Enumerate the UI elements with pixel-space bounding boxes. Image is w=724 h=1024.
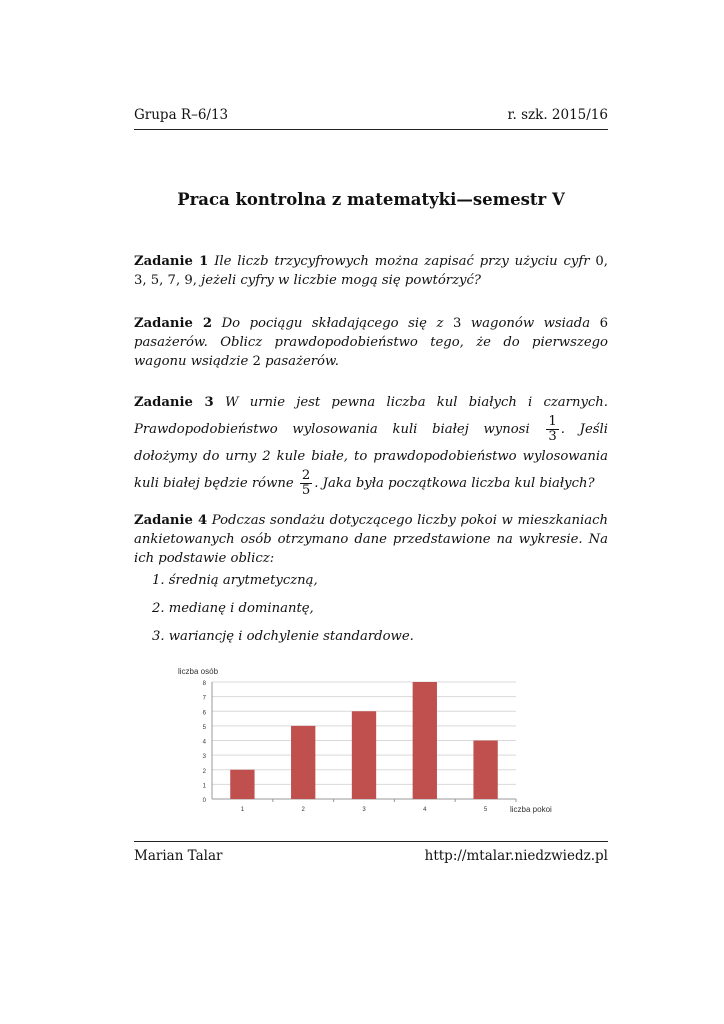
page-header bbox=[134, 107, 608, 130]
list-item: 3. wariancję i odchylenie standardowe. bbox=[152, 629, 414, 644]
x-tick-label: 4 bbox=[423, 807, 427, 813]
y-tick-label: 0 bbox=[202, 798, 206, 804]
y-tick-label: 1 bbox=[202, 783, 206, 790]
task-digits: 0, 3, 5, 7, 9, bbox=[134, 254, 608, 288]
author-url: http://mtalar.niedzwiedz.pl bbox=[424, 848, 608, 864]
task-4-list bbox=[152, 573, 414, 657]
y-tick-label: 5 bbox=[202, 724, 206, 731]
y-tick-label: 4 bbox=[202, 739, 206, 746]
school-year: r. szk. 2015/16 bbox=[507, 107, 608, 123]
x-tick-label: 3 bbox=[362, 807, 366, 813]
y-tick-label: 7 bbox=[202, 695, 206, 702]
task-text: Ile liczb trzycyfrowych można zapisać przy użyciu cyfr bbox=[214, 254, 590, 269]
task-text: Do pociągu składającego się z bbox=[221, 316, 444, 331]
y-axis-label: liczba osób bbox=[178, 667, 219, 676]
task-text: . Jeśli dołożymy do urny 2 kule białe, to prawdopodobieństwo wylosowania kuli białej będzie równe bbox=[134, 422, 608, 491]
list-item: 2. medianę i dominantę, bbox=[152, 601, 314, 616]
task-label: Zadanie 2 bbox=[134, 316, 213, 331]
list-item: 1. średnią arytmetyczną, bbox=[152, 573, 318, 588]
fraction-denominator: 3 bbox=[548, 429, 557, 444]
page-title: Praca kontrolna z matematyki—semestr V bbox=[177, 190, 565, 209]
task-number: 2 bbox=[252, 354, 261, 369]
task-number: 6 bbox=[599, 316, 608, 331]
y-tick-label: 8 bbox=[202, 681, 206, 687]
group-label: Grupa R–6/13 bbox=[134, 107, 229, 123]
task-text: wagonów wsiada bbox=[470, 316, 591, 331]
fraction-one-third bbox=[546, 415, 558, 444]
task-text: pasażerów. Oblicz prawdopodobieństwo tego, że do pierwszego wagonu wsiądzie bbox=[134, 335, 608, 369]
task-text: W urnie jest pewna liczba kul białych i czarnych. Prawdopodobieństwo wylosowania kuli białej wynosi bbox=[134, 395, 608, 437]
page-footer bbox=[134, 841, 608, 864]
fraction-two-fifths bbox=[300, 469, 312, 498]
task-4 bbox=[134, 511, 608, 568]
fraction-numerator: 2 bbox=[301, 468, 311, 483]
task-label: Zadanie 4 bbox=[134, 513, 208, 528]
bar-4 bbox=[413, 682, 437, 799]
y-tick-label: 3 bbox=[202, 754, 206, 761]
x-tick-label: 2 bbox=[301, 807, 305, 813]
x-axis-label: liczba pokoi bbox=[510, 805, 552, 814]
task-number: 3 bbox=[452, 316, 462, 331]
bar-3 bbox=[352, 711, 376, 799]
y-tick-label: 2 bbox=[202, 768, 206, 775]
author-name: Marian Talar bbox=[134, 848, 223, 864]
task-2 bbox=[134, 314, 608, 371]
x-tick-label: 1 bbox=[240, 807, 245, 813]
rooms-bar-chart bbox=[170, 662, 570, 822]
task-3 bbox=[134, 390, 608, 498]
x-tick-label: 5 bbox=[483, 807, 488, 813]
fraction-numerator: 1 bbox=[548, 414, 557, 429]
task-1 bbox=[134, 252, 608, 290]
y-tick-label: 6 bbox=[202, 710, 206, 717]
bar-2 bbox=[291, 726, 315, 799]
task-text: Podczas sondażu dotyczącego liczby pokoi w mieszkaniach ankietowanych osób otrzymano dane przedstawione na wykresie. Na ich podstawie oblicz: bbox=[134, 513, 608, 566]
task-text: . Jaka była początkowa liczba kul białych? bbox=[314, 476, 595, 491]
task-label: Zadanie 1 bbox=[134, 254, 209, 269]
task-label: Zadanie 3 bbox=[134, 395, 214, 410]
task-text: jeżeli cyfry w liczbie mogą się powtórzyć? bbox=[201, 273, 481, 288]
task-text: pasażerów. bbox=[265, 354, 339, 369]
bar-1 bbox=[230, 770, 254, 799]
fraction-denominator: 5 bbox=[301, 483, 311, 498]
bar-5 bbox=[473, 741, 497, 800]
